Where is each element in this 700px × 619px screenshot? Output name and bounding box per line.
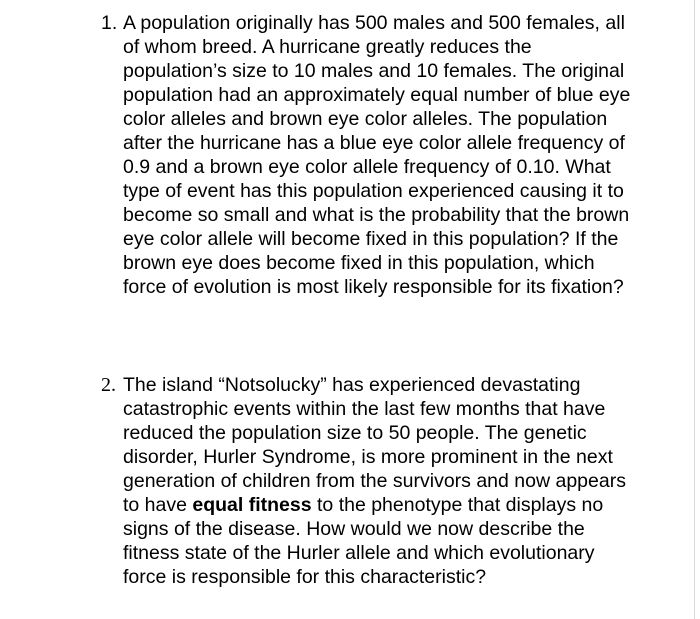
question-number: 2. [101, 374, 116, 396]
question-number: 1. [101, 12, 118, 34]
question-text-start: The island “Notsolucky” has experienced devastating catastrophic events within the last few months that have reduced the population size to 50 people. The genetic disorder, Hurler Syndrome, is more prominent in the next generation of children from the survivors and now appears to have [123, 374, 626, 516]
question-text: A population originally has 500 males and 500 females, all of whom breed. A hurricane greatly reduces the population’s size to 10 males and 10 females. The original population had an approximately equal number of blue eye color alleles and brown eye color alleles. The population after the hurricane has a blue eye color allele frequency of 0.9 and a brown eye color allele frequency of 0.10. What type of event has this population experienced causing it to become so small and what is the probability that the brown eye color allele will become fixed in this population? If the brown eye does become fixed in this population, which force of evolution is most likely responsible for its fixation? [123, 12, 631, 298]
question-text [123, 373, 631, 589]
page-edge-divider [694, 0, 695, 619]
bold-emphasis: equal fitness [192, 494, 312, 516]
question-2 [101, 373, 631, 589]
question-text-end: to the phenotype that displays no signs of the disease. How would we now describe the fitness state of the Hurler allele and which evolutionary force is responsible for this characteristic? [123, 494, 604, 588]
question-1 [101, 11, 631, 299]
